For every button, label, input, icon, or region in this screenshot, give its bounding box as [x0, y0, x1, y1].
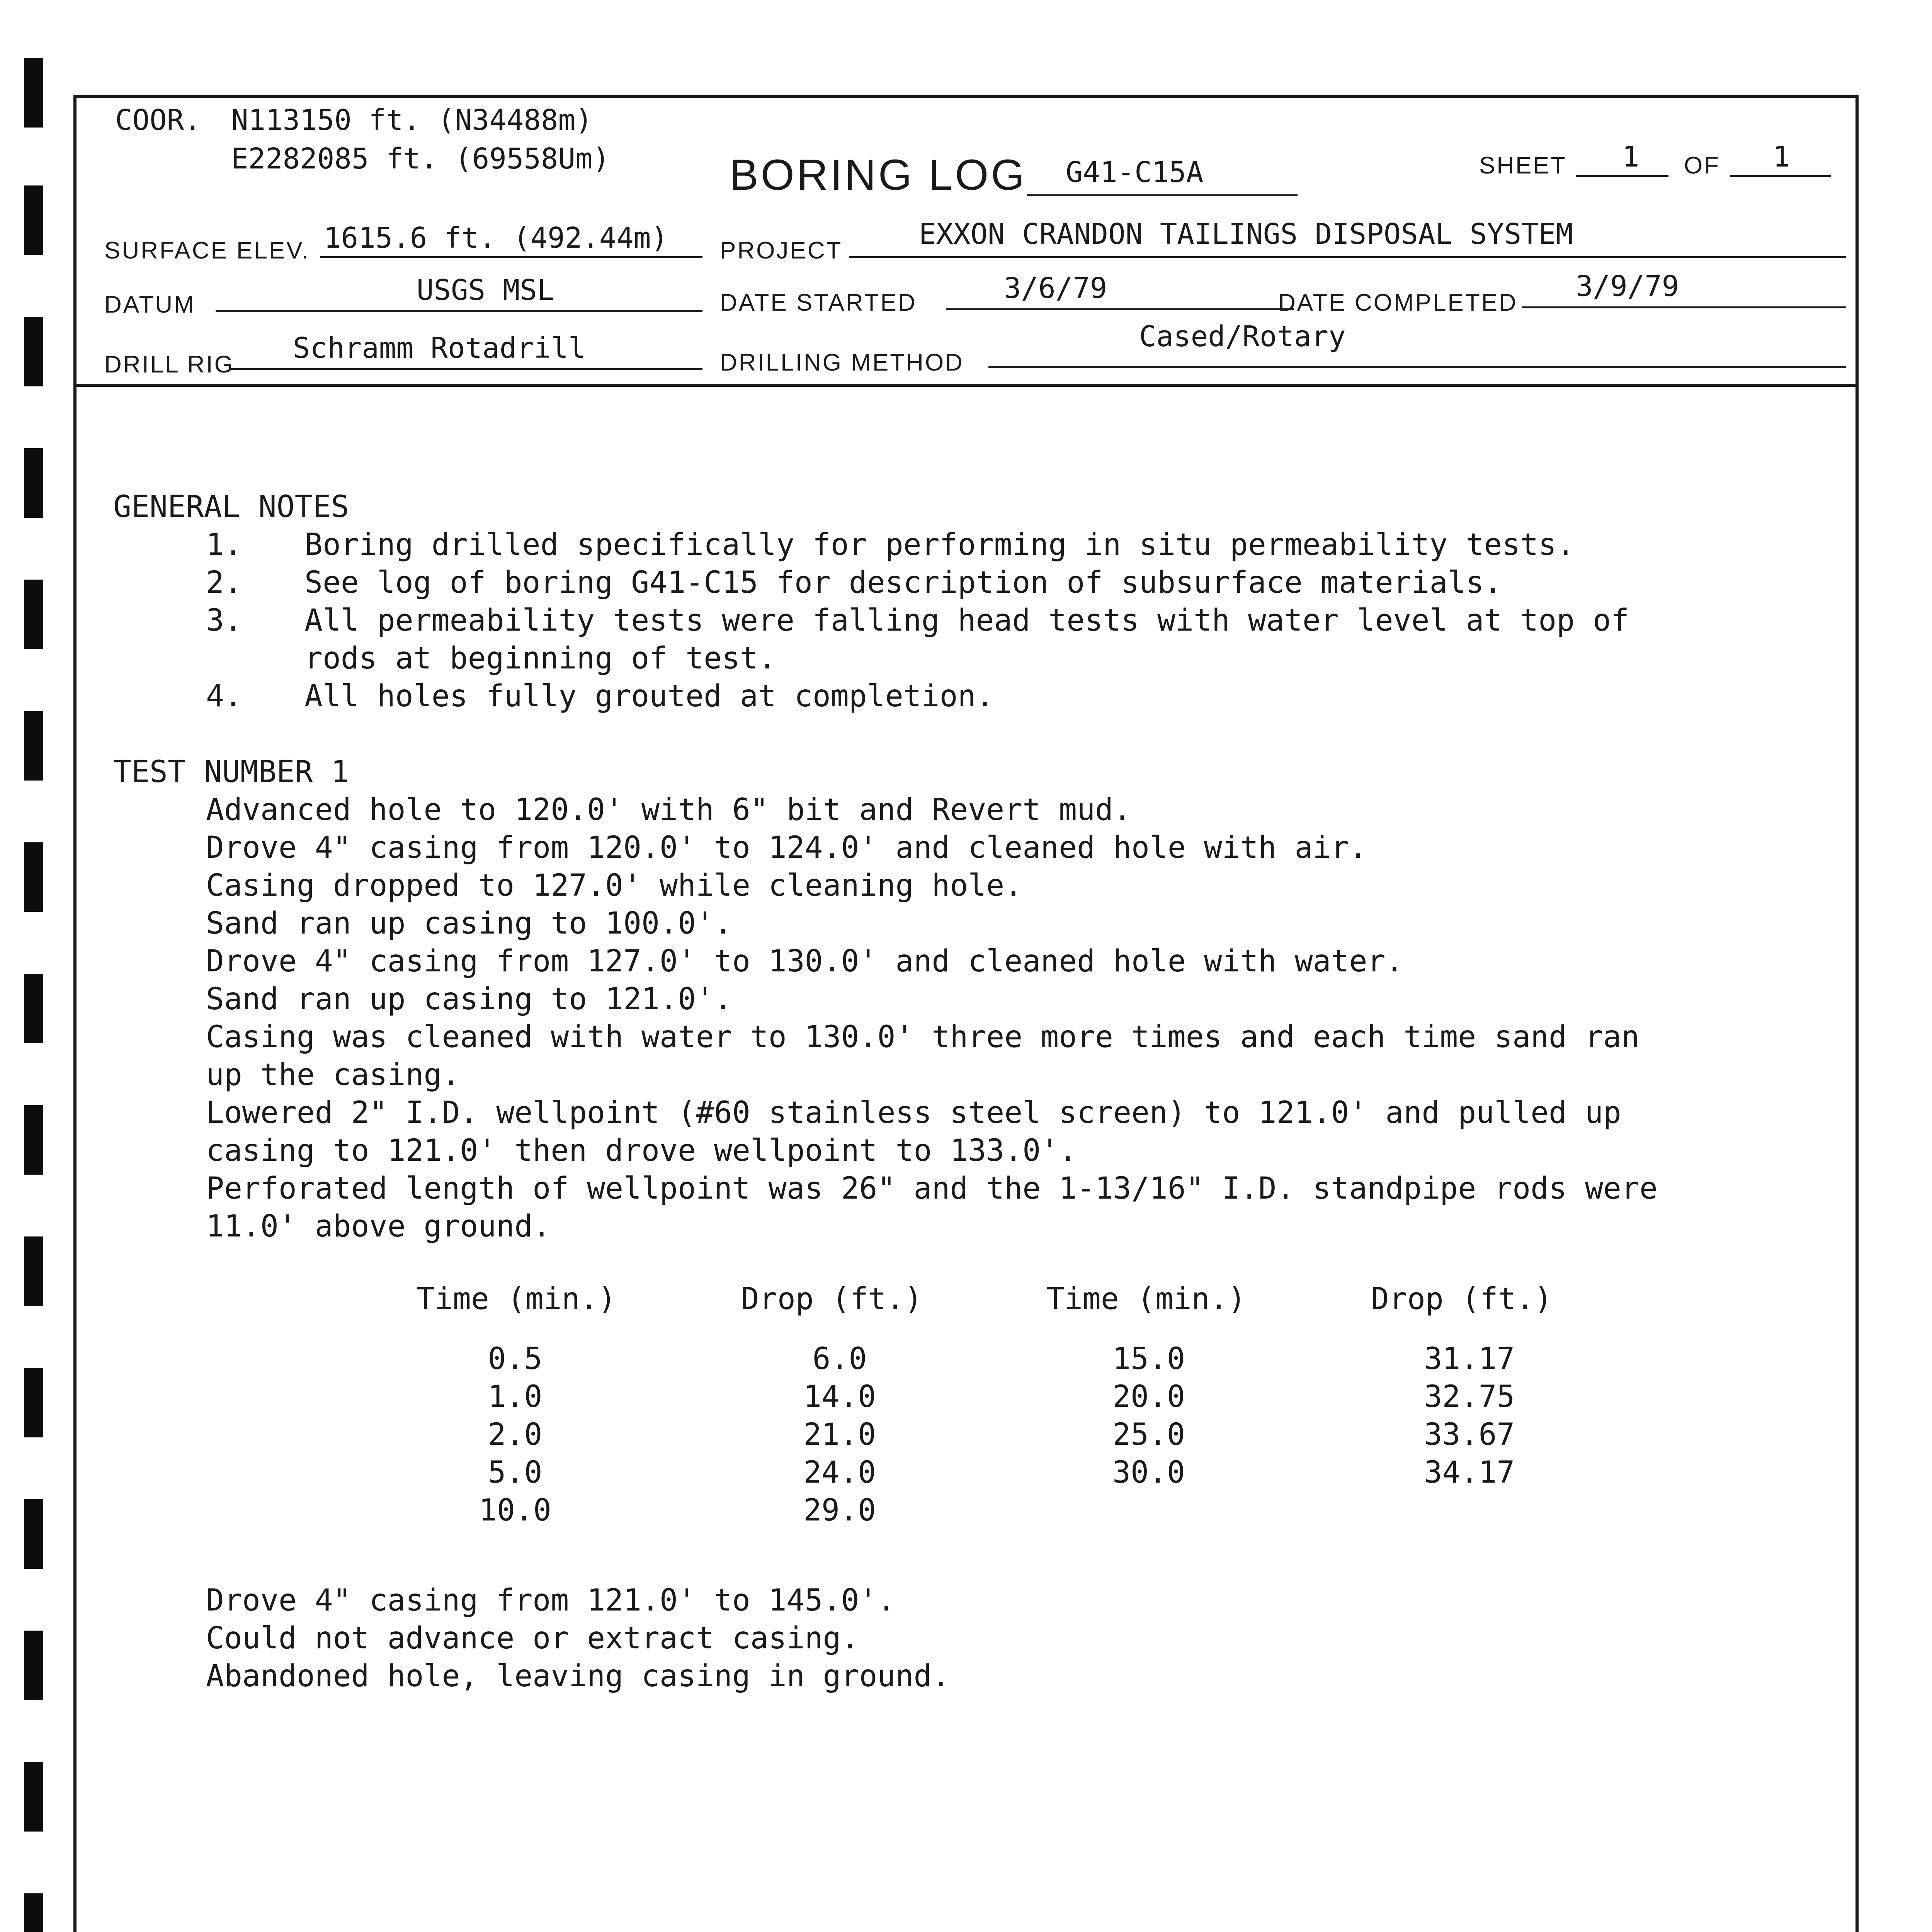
- coor-label: COOR.: [115, 104, 201, 137]
- closing-line: Drove 4" casing from 121.0' to 145.0'.: [206, 1583, 896, 1618]
- test-line: Drove 4" casing from 127.0' to 130.0' and cleaned hole with water.: [206, 944, 1404, 979]
- underline: [946, 308, 1294, 310]
- drill-rig-label: DRILL RIG: [104, 351, 235, 378]
- project-label: PROJECT: [720, 237, 843, 264]
- time-column: [424, 1340, 606, 1529]
- sheet-num: 1: [1622, 140, 1639, 173]
- binder-mark: [24, 974, 43, 1043]
- drop-column: [749, 1340, 930, 1529]
- table-cell: 2.0: [488, 1417, 543, 1452]
- underline: [216, 310, 702, 312]
- table-cell: 31.17: [1424, 1342, 1515, 1376]
- drop-column: [1379, 1340, 1560, 1492]
- boring-id: G41-C15A: [1066, 156, 1204, 189]
- datum-value: USGS MSL: [417, 274, 554, 307]
- underline: [988, 366, 1846, 368]
- test-line: Casing dropped to 127.0' while cleaning hole.: [206, 868, 1023, 903]
- binder-mark: [24, 1236, 43, 1306]
- binder-mark: [24, 1762, 43, 1832]
- underline: [1522, 306, 1846, 308]
- binder-mark: [24, 185, 43, 255]
- table-header-drop: Drop (ft.): [1371, 1282, 1553, 1316]
- table-cell: 24.0: [803, 1455, 876, 1490]
- table-cell: 25.0: [1112, 1417, 1185, 1452]
- binder-mark: [24, 448, 43, 518]
- note-number: 1.: [206, 527, 242, 562]
- test-line: Drove 4" casing from 120.0' to 124.0' and cleaned hole with air.: [206, 830, 1367, 865]
- table-cell: 0.5: [488, 1342, 543, 1376]
- drill-rig: Schramm Rotadrill: [293, 332, 586, 365]
- general-notes-heading: GENERAL NOTES: [113, 490, 349, 524]
- underline: [1730, 175, 1831, 177]
- table-cell: 30.0: [1112, 1455, 1185, 1490]
- table-cell: 5.0: [488, 1455, 543, 1490]
- datum-label: DATUM: [104, 291, 196, 318]
- surface-elev: 1615.6 ft. (492.44m): [324, 221, 668, 255]
- test-line: Lowered 2" I.D. wellpoint (#60 stainless steel screen) to 121.0' and pulled up: [206, 1095, 1621, 1130]
- test-line: 11.0' above ground.: [206, 1209, 551, 1244]
- binder-mark: [24, 1105, 43, 1175]
- table-cell: 33.67: [1424, 1417, 1515, 1452]
- test-line: Sand ran up casing to 121.0'.: [206, 982, 732, 1017]
- of-label: OF: [1684, 152, 1721, 179]
- note-number: 2.: [206, 565, 242, 600]
- drilling-method-label: DRILLING METHOD: [720, 349, 964, 376]
- binder-mark: [24, 1893, 43, 1932]
- time-column: [1058, 1340, 1240, 1492]
- table-cell: 20.0: [1112, 1379, 1185, 1414]
- binder-mark: [24, 317, 43, 386]
- test-line: Advanced hole to 120.0' with 6" bit and Revert mud.: [206, 793, 1131, 827]
- table-cell: 1.0: [488, 1379, 543, 1414]
- closing-line: Could not advance or extract casing.: [206, 1621, 859, 1656]
- date-started: 3/6/79: [1004, 272, 1107, 305]
- table-cell: 15.0: [1112, 1342, 1185, 1376]
- binder-mark: [24, 1631, 43, 1700]
- table-cell: 14.0: [803, 1379, 876, 1414]
- binder-mark: [24, 1368, 43, 1437]
- binder-mark: [24, 580, 43, 649]
- date-completed: 3/9/79: [1576, 270, 1679, 303]
- form-title: BORING LOG: [730, 151, 1027, 199]
- underline: [1027, 194, 1298, 196]
- underline: [1576, 175, 1668, 177]
- test-heading: TEST NUMBER 1: [113, 755, 349, 789]
- table-cell: 29.0: [803, 1493, 876, 1528]
- note-number: 3.: [206, 603, 242, 638]
- test-line: Casing was cleaned with water to 130.0' three more times and each time sand ran: [206, 1020, 1639, 1054]
- note-text: All permeability tests were falling head tests with water level at top of: [304, 603, 1629, 638]
- test-line: Perforated length of wellpoint was 26" and the 1-13/16" I.D. standpipe rods were: [206, 1171, 1658, 1206]
- table-header-drop: Drop (ft.): [741, 1282, 923, 1316]
- sheet-total: 1: [1773, 140, 1790, 173]
- binder-mark: [24, 842, 43, 912]
- coor-east: E2282085 ft. (69558Um): [231, 142, 610, 175]
- note-text: rods at beginning of test.: [304, 641, 776, 676]
- coor-north: N113150 ft. (N34488m): [231, 104, 593, 137]
- binder-mark: [24, 58, 43, 128]
- table-header-time: Time (min.): [1046, 1282, 1246, 1316]
- note-text: Boring drilled specifically for performing in situ permeability tests.: [304, 527, 1575, 562]
- note-text: See log of boring G41-C15 for description of subsurface materials.: [304, 565, 1502, 600]
- surface-elev-label: SURFACE ELEV.: [104, 237, 310, 264]
- underline: [231, 368, 702, 370]
- note-number: 4.: [206, 679, 242, 714]
- underline: [320, 256, 702, 258]
- table-header-time: Time (min.): [417, 1282, 616, 1316]
- table-cell: 21.0: [803, 1417, 876, 1452]
- table-cell: 34.17: [1424, 1455, 1515, 1490]
- table-cell: 32.75: [1424, 1379, 1515, 1414]
- date-started-label: DATE STARTED: [720, 289, 917, 316]
- test-line: Sand ran up casing to 100.0'.: [206, 906, 732, 941]
- closing-line: Abandoned hole, leaving casing in ground.: [206, 1659, 950, 1694]
- test-line: casing to 121.0' then drove wellpoint to 133.0'.: [206, 1133, 1077, 1168]
- table-cell: 10.0: [479, 1493, 551, 1528]
- date-completed-label: DATE COMPLETED: [1278, 289, 1518, 316]
- binder-mark: [24, 711, 43, 781]
- project-name: EXXON CRANDON TAILINGS DISPOSAL SYSTEM: [919, 218, 1573, 251]
- drilling-method: Cased/Rotary: [1139, 320, 1346, 353]
- header-divider: [77, 384, 1855, 387]
- note-text: All holes fully grouted at completion.: [304, 679, 994, 714]
- sheet-label: SHEET: [1479, 152, 1567, 179]
- binder-edge-marks: [24, 0, 43, 1932]
- test-line: up the casing.: [206, 1058, 460, 1092]
- table-cell: 6.0: [812, 1342, 867, 1376]
- underline: [849, 256, 1846, 258]
- boring-log-form: [73, 95, 1859, 1932]
- binder-mark: [24, 1499, 43, 1569]
